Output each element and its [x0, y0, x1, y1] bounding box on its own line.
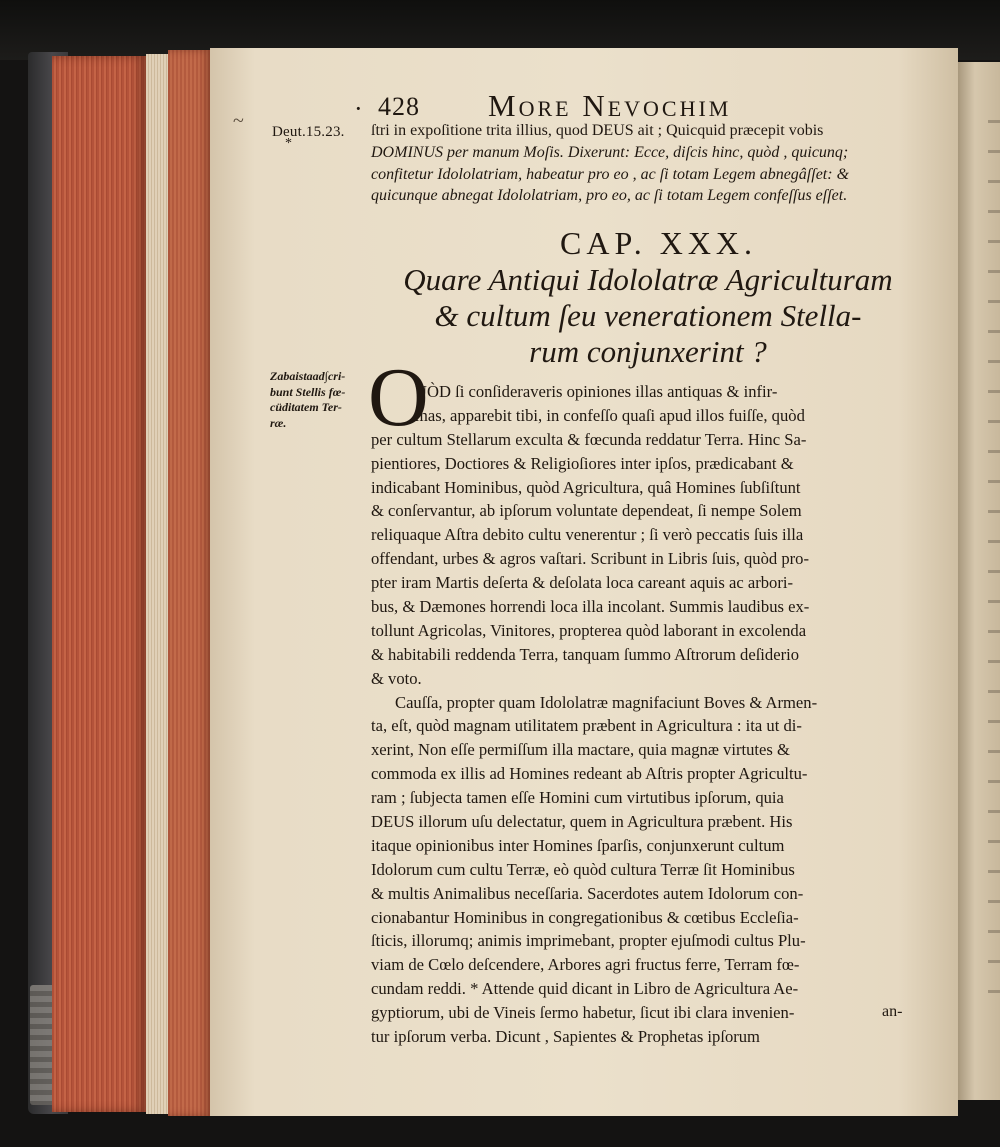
text-line: DOMINUS per manum Moſis. Dixerunt: Ecce, diſcis hinc, quòd , quicunq;: [371, 143, 849, 161]
header-dot: ·: [354, 94, 363, 123]
body-line: Cauſſa, propter quam Idololatræ magnifaciunt Boves & Armen-: [395, 692, 818, 712]
margin-note-line: bunt Stellis fœ-: [270, 384, 346, 399]
margin-dash: ~: [233, 110, 244, 132]
body-line: cundam reddi. * Attende quid dicant in Libro de Agricultura Ae-: [371, 979, 799, 999]
body-line: & multis Animalibus neceſſaria. Sacerdotes autem Idolorum con-: [371, 883, 804, 903]
facing-page-text-shadow: [988, 120, 1000, 1000]
body-line: viam de Cœlo deſcendere, Arbores agri fructus ferre, Terram fœ-: [371, 955, 800, 975]
body-text: [371, 380, 916, 1049]
text-line: quicunque abnegat Idololatriam, pro eo, ac ſi totam Legem confeſſus eſſet.: [371, 187, 848, 205]
body-line: & conſervantur, ab ipſorum voluntate dependeat, ſi nempe Solem: [371, 501, 802, 521]
margin-reference-mark: *: [285, 136, 292, 151]
body-line: & voto.: [371, 668, 422, 688]
body-line: offendant, urbes & agros vaſtari. Scribunt in Libris ſuis, quòd pro-: [371, 549, 809, 569]
body-line: DEUS illorum uſu delectatur, quem in Agricultura præbent. His: [371, 812, 793, 832]
body-line: pter iram Martis deſerta & deſolata loca careant aquis ac arbori-: [371, 573, 794, 593]
page-edges-red: [52, 56, 146, 1112]
running-title: More Nevochim: [488, 88, 732, 123]
chapter-subtitle-3: rum conjunxerint ?: [529, 334, 767, 369]
margin-reference: Deut.15.23.: [272, 124, 345, 140]
body-line: tollunt Agricolas, Vinitores, propterea quòd laborant in excolenda: [371, 620, 807, 640]
body-line: UÒD ſi conſideraveris opiniones illas antiquas & infir-: [415, 382, 778, 401]
text-line: confitetur Idololatriam, habeatur pro eo , ac ſi totam Legem abnegâſſet: &: [371, 165, 850, 183]
body-line: indicabant Hominibus, quòd Agricultura, quâ Homines ſubſiſtunt: [371, 477, 801, 497]
body-line: Idolorum cum cultu Terræ, eò quòd cultura Terræ ſit Hominibus: [371, 859, 795, 879]
continued-text: [371, 120, 916, 207]
margin-note: [270, 369, 370, 431]
catchword: an-: [882, 1003, 903, 1020]
page-number: 428: [378, 92, 420, 121]
margin-note-line: ræ.: [270, 415, 287, 430]
body-line: ram ; ſubjecta tamen eſſe Homini cum virtutibus ipſorum, quia: [371, 788, 784, 808]
text-line: ſtri in expoſitione trita illius, quod DEUS ait ; Quicquid præcepit vobis: [371, 122, 824, 139]
body-line: ſticis, illorumq; animis imprimebant, propter ejuſmodi cultus Plu-: [371, 931, 806, 951]
body-line: cionabantur Hominibus in congregationibus & cœtibus Eccleſia-: [371, 907, 799, 927]
drop-cap: O: [368, 351, 429, 444]
body-line: mas, apparebit tibi, in confeſſo quaſi apud illos fuiſſe, quòd: [415, 405, 805, 425]
body-line: itaque opinionibus inter Homines ſparſis, conjunxerunt cultum: [371, 835, 785, 855]
chapter-subtitle-2: & cultum ſeu venerationem Stella-: [434, 298, 862, 333]
chapter-subtitle-1: Quare Antiqui Idololatræ Agriculturam: [403, 262, 893, 297]
body-line: tur ipſorum verba. Dicunt , Sapientes & Prophetas ipſorum: [371, 1027, 760, 1047]
body-line: pientiores, Doctiores & Religioſiores inter ipſos, prædicabant &: [371, 453, 794, 473]
body-line: bus, & Dæmones horrendi loca illa incolant. Summis laudibus ex-: [371, 597, 810, 617]
body-line: reliquaque Aſtra debito cultu venerentur ; ſi verò peccatis ſuis illa: [371, 525, 804, 545]
body-line: & habitabili reddenda Terra, tanquam ſummo Aſtrorum deſiderio: [371, 644, 800, 664]
margin-note-line: cüditatem Ter-: [270, 400, 342, 414]
page-edges-inner: [168, 50, 210, 1116]
body-line: ta, eſt, quòd magnam utilitatem præbent in Agricultura : ita ut di-: [371, 716, 802, 736]
body-line: gyptiorum, ubi de Vineis ſermo habetur, ſicut ibi clara invenien-: [371, 1003, 795, 1023]
page-edges-pale: [146, 54, 168, 1114]
body-line: per cultum Stellarum exculta & fœcunda reddatur Terra. Hinc Sa-: [371, 429, 807, 449]
body-line: commoda ex illis ad Homines redeant ab Aſtris propter Agricultu-: [371, 764, 808, 784]
margin-note-line: Zabaistaad∫cri-: [270, 369, 346, 383]
body-line: xerint, Non eſſe permiſſum illa mactare, quia magnæ virtutes &: [371, 740, 790, 760]
chapter-heading: CAP. XXX.: [560, 225, 758, 261]
